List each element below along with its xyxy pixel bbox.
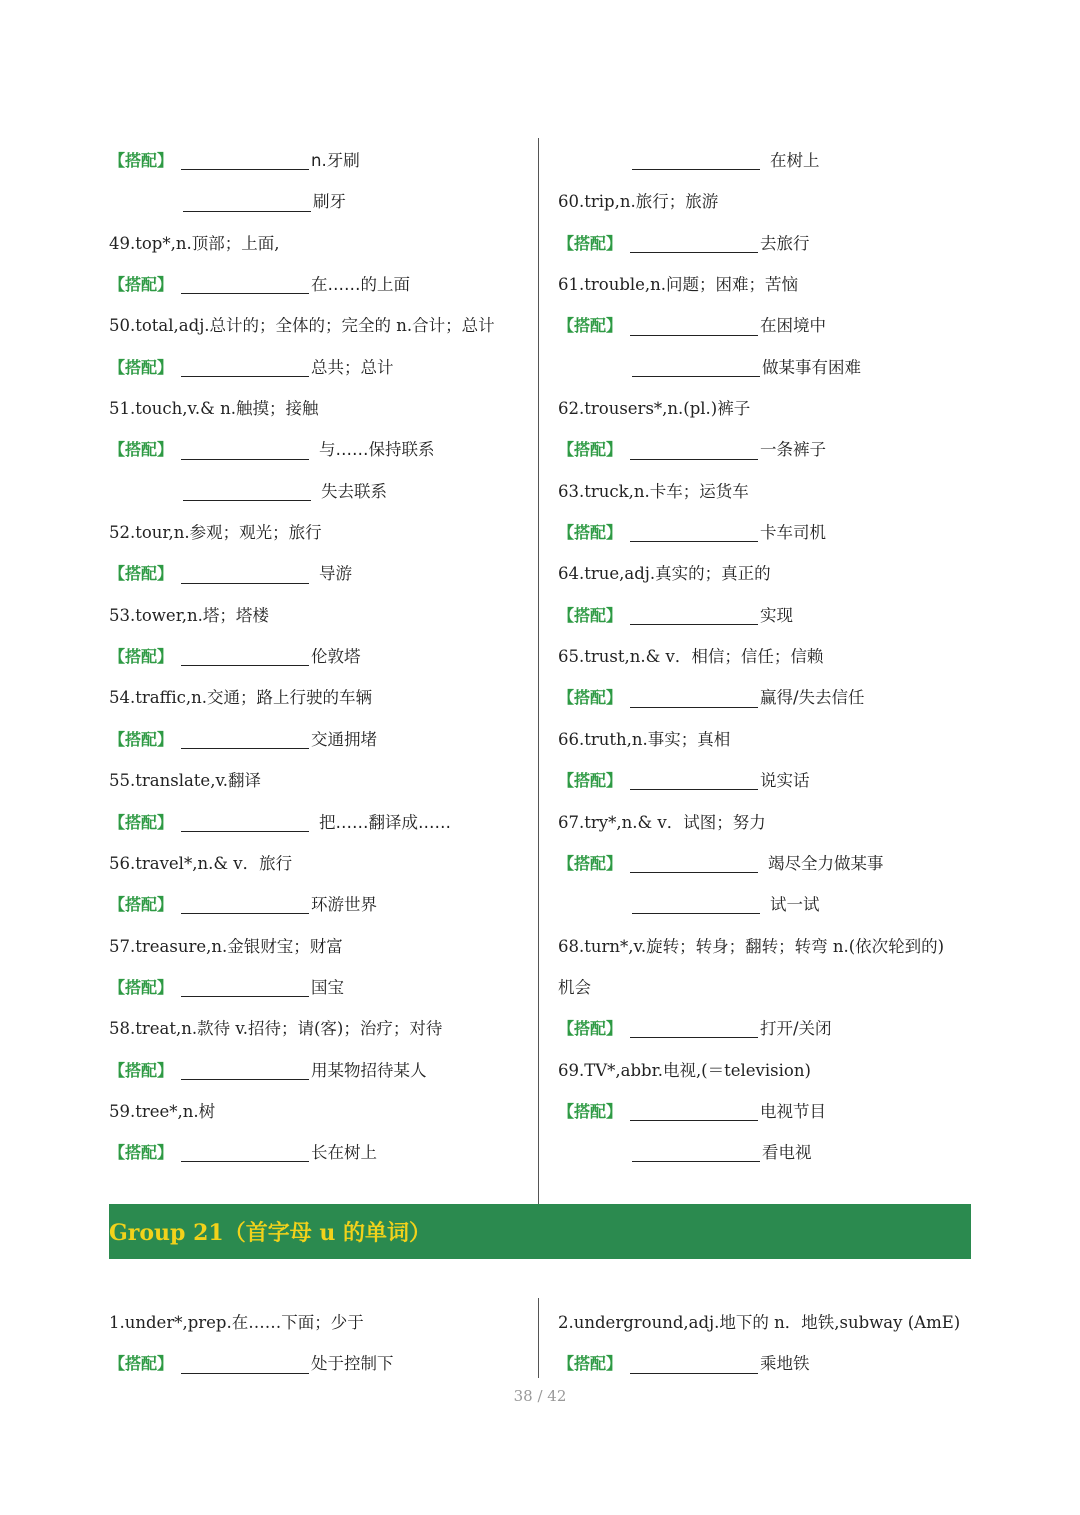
collocation-line <box>109 471 529 512</box>
collocation-tag: 【搭配】 <box>558 688 623 708</box>
vocab-entry <box>109 843 529 884</box>
vocab-entry <box>558 388 998 429</box>
collocation-meaning: 卡车司机 <box>760 523 826 543</box>
vocab-entry <box>109 1008 529 1049</box>
collocation-meaning: 试一试 <box>770 895 820 915</box>
collocation-tag: 【搭配】 <box>109 977 174 997</box>
fill-in-blank[interactable] <box>181 1355 309 1374</box>
fill-in-blank[interactable] <box>630 1355 758 1374</box>
collocation-line <box>109 1132 529 1173</box>
fill-in-blank[interactable] <box>181 647 309 666</box>
collocation-meaning: 去旅行 <box>760 233 810 253</box>
collocation-tag: 【搭配】 <box>109 151 174 170</box>
collocation-meaning: 把……翻译成…… <box>319 812 451 832</box>
collocation-line <box>558 1008 998 1049</box>
collocation-line <box>558 305 998 346</box>
collocation-line <box>109 553 529 594</box>
collocation-meaning: 在困境中 <box>760 316 826 336</box>
collocation-line <box>558 595 998 636</box>
fill-in-blank[interactable] <box>181 978 309 997</box>
vocab-entry-text: 53.tower,n.塔；塔楼 <box>109 605 269 625</box>
group-banner <box>109 1204 971 1259</box>
collocation-line <box>558 1132 998 1173</box>
fill-in-blank[interactable] <box>630 689 758 708</box>
collocation-line <box>558 843 998 884</box>
collocation-tag: 【搭配】 <box>109 647 174 667</box>
fill-in-blank[interactable] <box>181 813 309 832</box>
collocation-tag: 【搭配】 <box>558 316 623 336</box>
vocab-entry-text: 58.treat,n.款待 v.招待；请(客)；治疗；对待 <box>109 1019 443 1039</box>
collocation-meaning: 一条裤子 <box>760 440 826 460</box>
page-number: 38 / 42 <box>513 1387 567 1405</box>
vocab-entry-text: 1.under*,prep.在……下面；少于 <box>109 1313 364 1332</box>
collocation-meaning: n.牙刷 <box>311 151 360 170</box>
vocab-entry-text: 67.try*,n.& v．试图；努力 <box>558 812 766 832</box>
fill-in-blank[interactable] <box>630 441 758 460</box>
fill-in-blank[interactable] <box>181 730 309 749</box>
fill-in-blank[interactable] <box>181 1061 309 1080</box>
fill-in-blank[interactable] <box>183 482 311 501</box>
vocab-entry-text: 65.trust,n.& v．相信；信任；信赖 <box>558 647 824 667</box>
collocation-line <box>109 347 529 388</box>
fill-in-blank[interactable] <box>632 895 760 914</box>
collocation-line <box>558 140 998 181</box>
vocab-entry <box>109 760 529 801</box>
left-column <box>109 140 529 1174</box>
collocation-line <box>558 760 998 801</box>
fill-in-blank[interactable] <box>181 275 309 294</box>
vocab-entry-text: 56.travel*,n.& v．旅行 <box>109 853 293 873</box>
collocation-meaning: 在……的上面 <box>311 275 410 295</box>
collocation-tag: 【搭配】 <box>558 233 623 253</box>
collocation-meaning: 打开/关闭 <box>760 1019 832 1039</box>
vocab-entry-text: 68.turn*,v.旋转；转身；翻转；转弯 n.(依次轮到的) <box>558 936 945 956</box>
collocation-line <box>558 1091 998 1132</box>
collocation-tag: 【搭配】 <box>558 440 623 460</box>
collocation-meaning: 赢得/失去信任 <box>760 688 865 708</box>
collocation-line <box>558 429 998 470</box>
fill-in-blank[interactable] <box>181 565 309 584</box>
vocab-entry-text: 机会 <box>558 977 591 997</box>
vocab-entry-text: 2.underground,adj.地下的 n．地铁,subway (AmE) <box>558 1313 961 1332</box>
vocab-entry <box>109 512 529 553</box>
vocab-entry-text: 55.translate,v.翻译 <box>109 771 262 791</box>
collocation-tag: 【搭配】 <box>109 440 174 460</box>
fill-in-blank[interactable] <box>630 317 758 336</box>
vocab-entry-text: 62.trousers*,n.(pl.)裤子 <box>558 399 751 419</box>
collocation-tag: 【搭配】 <box>109 1354 174 1374</box>
vocab-entry-text: 50.total,adj.总计的；全体的；完全的 n.合计；总计 <box>109 316 495 336</box>
column-divider-top <box>538 138 539 1204</box>
vocab-entry <box>109 1091 529 1132</box>
collocation-line <box>109 429 529 470</box>
collocation-tag: 【搭配】 <box>558 523 623 543</box>
vocab-entry <box>558 553 998 594</box>
collocation-line <box>109 719 529 760</box>
fill-in-blank[interactable] <box>630 234 758 253</box>
vocab-entry <box>109 305 529 346</box>
fill-in-blank[interactable] <box>630 771 758 790</box>
collocation-tag: 【搭配】 <box>109 357 174 377</box>
vocab-entry-text: 60.trip,n.旅行；旅游 <box>558 192 719 212</box>
collocation-line <box>558 223 998 264</box>
collocation-line <box>558 884 998 925</box>
vocab-entry <box>109 388 529 429</box>
collocation-meaning: 看电视 <box>762 1143 812 1163</box>
group-banner-title: Group 21（首字母 u 的单词） <box>109 1220 432 1246</box>
collocation-meaning: 环游世界 <box>311 895 377 915</box>
vocab-entry-text: 69.TV*,abbr.电视,(＝television) <box>558 1060 811 1080</box>
collocation-tag: 【搭配】 <box>109 895 174 915</box>
collocation-line <box>109 967 529 1008</box>
collocation-line <box>109 181 529 222</box>
vocab-entry <box>558 967 998 1008</box>
vocab-entry <box>109 926 529 967</box>
vocab-entry-text: 49.top*,n.顶部；上面, <box>109 233 280 253</box>
fill-in-blank[interactable] <box>183 193 311 212</box>
fill-in-blank[interactable] <box>632 358 760 377</box>
collocation-line <box>109 802 529 843</box>
collocation-meaning: 失去联系 <box>321 481 387 501</box>
collocation-meaning: 刷牙 <box>313 192 346 212</box>
collocation-meaning: 实现 <box>760 605 793 625</box>
vocab-entry <box>109 595 529 636</box>
collocation-tag: 【搭配】 <box>558 1354 623 1374</box>
vocab-entry <box>558 802 998 843</box>
fill-in-blank[interactable] <box>181 151 309 170</box>
collocation-meaning: 交通拥堵 <box>311 729 377 749</box>
collocation-tag: 【搭配】 <box>109 564 174 584</box>
vocab-entry-text: 59.tree*,n.树 <box>109 1101 216 1121</box>
collocation-line <box>109 1050 529 1091</box>
column-divider-bottom <box>538 1298 539 1378</box>
vocab-entry <box>558 471 998 512</box>
collocation-meaning: 总共；总计 <box>311 357 394 377</box>
collocation-tag: 【搭配】 <box>109 275 174 295</box>
collocation-meaning: 说实话 <box>760 771 810 791</box>
fill-in-blank[interactable] <box>632 1143 760 1162</box>
vocab-entry-text: 54.traffic,n.交通；路上行驶的车辆 <box>109 688 372 708</box>
bottom-left-column <box>109 1302 529 1385</box>
right-column <box>558 140 998 1174</box>
collocation-line <box>558 1343 998 1384</box>
collocation-line <box>109 636 529 677</box>
vocab-entry <box>109 677 529 718</box>
vocab-entry-text: 52.tour,n.参观；观光；旅行 <box>109 523 322 543</box>
collocation-line <box>558 512 998 553</box>
collocation-meaning: 国宝 <box>311 977 344 997</box>
vocab-entry-text: 51.touch,v.& n.触摸；接触 <box>109 399 319 419</box>
vocab-entry-text: 63.truck,n.卡车；运货车 <box>558 481 749 501</box>
collocation-tag: 【搭配】 <box>558 853 623 873</box>
collocation-tag: 【搭配】 <box>558 771 623 791</box>
collocation-line <box>109 264 529 305</box>
collocation-meaning: 长在树上 <box>311 1143 377 1163</box>
collocation-line <box>558 347 998 388</box>
fill-in-blank[interactable] <box>630 1102 758 1121</box>
collocation-tag: 【搭配】 <box>109 729 174 749</box>
fill-in-blank[interactable] <box>181 441 309 460</box>
fill-in-blank[interactable] <box>630 523 758 542</box>
collocation-tag: 【搭配】 <box>109 812 174 832</box>
collocation-meaning: 乘地铁 <box>760 1354 810 1374</box>
vocab-entry-text: 61.trouble,n.问题；困难；苦恼 <box>558 275 799 295</box>
vocab-entry <box>109 1302 529 1343</box>
collocation-meaning: 与……保持联系 <box>319 440 435 460</box>
vocab-entry <box>558 926 998 967</box>
vocab-entry <box>558 636 998 677</box>
collocation-line <box>109 140 529 181</box>
fill-in-blank[interactable] <box>181 1143 309 1162</box>
vocab-entry-text: 64.true,adj.真实的；真正的 <box>558 564 771 584</box>
collocation-tag: 【搭配】 <box>558 605 623 625</box>
vocab-entry <box>558 1302 998 1343</box>
collocation-tag: 【搭配】 <box>558 1019 623 1039</box>
collocation-line <box>109 1343 529 1384</box>
vocab-entry <box>558 1050 998 1091</box>
bottom-right-column <box>558 1302 998 1385</box>
fill-in-blank[interactable] <box>181 895 309 914</box>
collocation-meaning: 电视节目 <box>760 1101 826 1121</box>
fill-in-blank[interactable] <box>181 358 309 377</box>
collocation-meaning: 在树上 <box>770 151 820 170</box>
collocation-meaning: 伦敦塔 <box>311 647 361 667</box>
vocab-entry <box>109 223 529 264</box>
collocation-meaning: 用某物招待某人 <box>311 1060 427 1080</box>
collocation-line <box>109 884 529 925</box>
fill-in-blank[interactable] <box>630 854 758 873</box>
collocation-meaning: 导游 <box>319 564 352 584</box>
vocab-entry-text: 57.treasure,n.金银财宝；财富 <box>109 936 343 956</box>
collocation-line <box>558 677 998 718</box>
collocation-meaning: 竭尽全力做某事 <box>768 853 884 873</box>
collocation-tag: 【搭配】 <box>109 1060 174 1080</box>
collocation-meaning: 做某事有困难 <box>762 357 861 377</box>
collocation-tag: 【搭配】 <box>558 1101 623 1121</box>
fill-in-blank[interactable] <box>630 1019 758 1038</box>
vocab-entry <box>558 719 998 760</box>
fill-in-blank[interactable] <box>632 151 760 170</box>
fill-in-blank[interactable] <box>630 606 758 625</box>
vocab-entry-text: 66.truth,n.事实；真相 <box>558 729 731 749</box>
collocation-meaning: 处于控制下 <box>311 1354 394 1374</box>
vocab-entry <box>558 181 998 222</box>
vocab-entry <box>558 264 998 305</box>
collocation-tag: 【搭配】 <box>109 1143 174 1163</box>
